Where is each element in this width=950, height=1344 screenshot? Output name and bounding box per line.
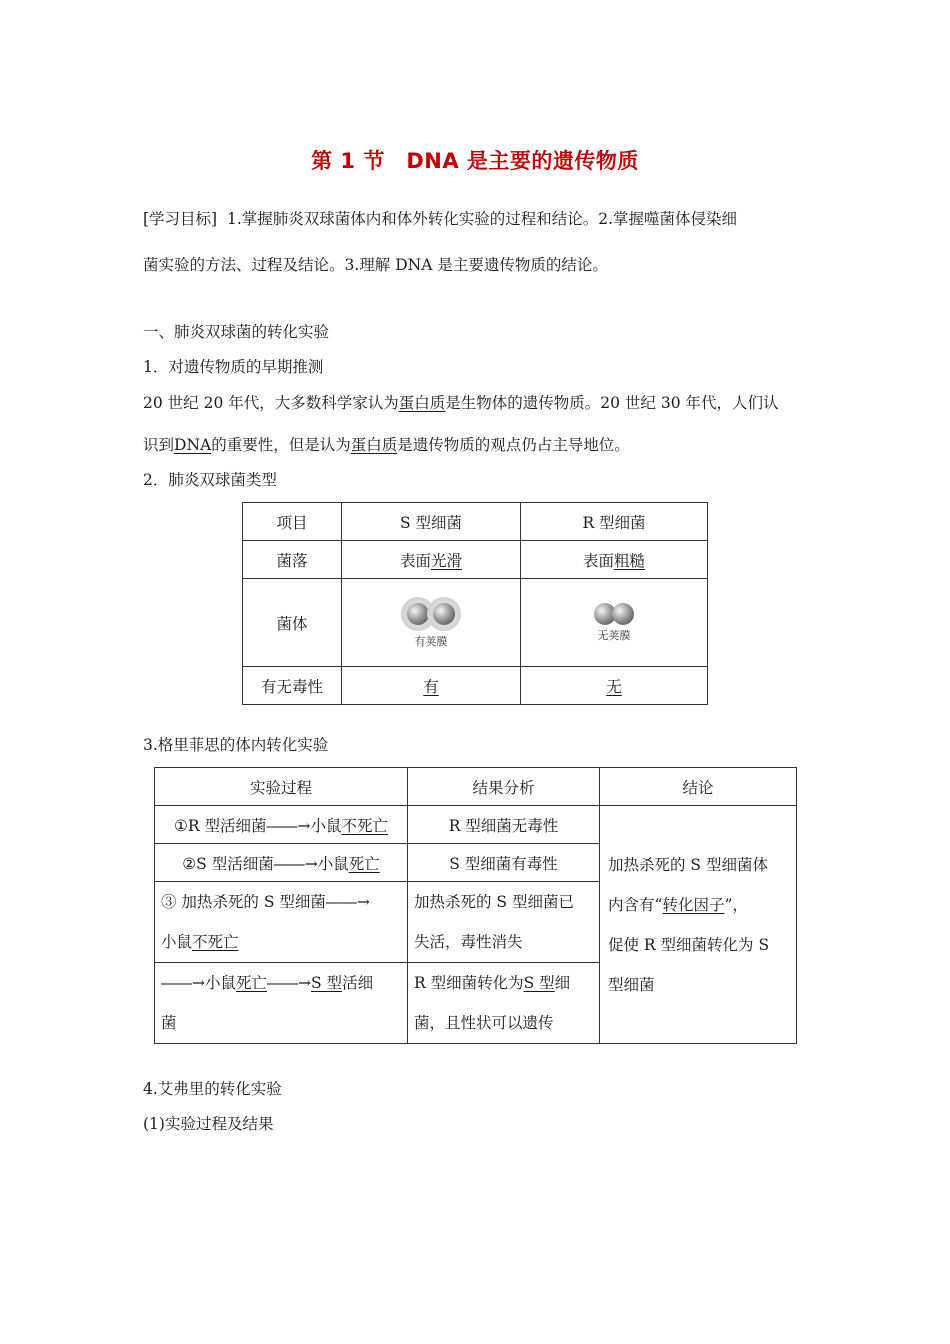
- conclusion-cell: [600, 806, 797, 1044]
- blank-answer: 不死亡: [192, 933, 239, 951]
- text-run: ――→小鼠: [161, 974, 236, 992]
- s-colony-cell: [342, 541, 521, 579]
- header-r-type: R 型细菌: [521, 503, 708, 541]
- text-run: R 型细菌转化为: [414, 974, 524, 992]
- text-run: 内含有“: [608, 895, 663, 914]
- row-body-label: 菌体: [243, 579, 342, 667]
- objectives-text-1: 1.掌握肺炎双球菌体内和体外转化实验的过程和结论。2.掌握噬菌体侵染细: [226, 210, 738, 228]
- blank-answer: 无: [606, 677, 622, 696]
- row-colony-label: 菌落: [243, 541, 342, 579]
- item1-paragraph-line-1: [143, 393, 778, 413]
- header-s-type: S 型细菌: [342, 503, 521, 541]
- conclusion-line-2: [608, 885, 790, 925]
- text-run: ②S 型活细菌――→小鼠: [182, 854, 349, 873]
- conclusion-line-3: 促使 R 型细菌转化为 S: [608, 935, 770, 954]
- griffith-experiment-table: [154, 767, 797, 1044]
- item1-heading: 1．对遗传物质的早期推测: [143, 358, 324, 376]
- text-run: 的重要性，但是认为: [211, 436, 351, 454]
- result-3-line-1: 加热杀死的 S 型细菌已: [414, 893, 574, 911]
- objectives-tag: [学习目标]: [143, 210, 218, 228]
- process-1: [155, 806, 408, 844]
- r-colony-cell: [521, 541, 708, 579]
- item3-heading: 3.格里菲思的体内转化实验: [143, 736, 329, 754]
- text-run: 20 世纪 20 年代，大多数科学家认为: [143, 394, 399, 412]
- text-run: 细: [554, 974, 571, 992]
- header-conclusion: 结论: [600, 768, 797, 806]
- row-toxicity-label: 有无毒性: [243, 667, 342, 705]
- item2-heading: 2．肺炎双球菌类型: [143, 471, 277, 489]
- objectives-line-1: [143, 209, 737, 229]
- conclusion-line-4: 型细菌: [608, 975, 655, 994]
- s-body-cell: [342, 579, 521, 667]
- r-toxicity-cell: [521, 667, 708, 705]
- header-result: 结果分析: [408, 768, 600, 806]
- process-4: [155, 963, 408, 1044]
- blank-answer: 蛋白质: [350, 436, 398, 454]
- text-run: 活细: [342, 974, 374, 992]
- text-run: ”，: [724, 895, 748, 914]
- process-4-line-1: [161, 963, 401, 1003]
- result-3: [408, 882, 600, 963]
- result-4: [408, 963, 600, 1044]
- text-run: ――→: [267, 974, 312, 992]
- item4-heading: 4.艾弗里的转化实验: [143, 1080, 282, 1098]
- blank-answer: DNA: [174, 436, 212, 454]
- r-body-cell: [521, 579, 708, 667]
- result-4-line-2: 菌，且性状可以遗传: [414, 1014, 554, 1032]
- result-2: S 型细菌有毒性: [408, 844, 600, 882]
- text-run: 识到: [143, 436, 175, 454]
- item1-paragraph-line-2: [143, 435, 630, 455]
- image-caption: 无荚膜: [597, 628, 631, 642]
- blank-answer: S 型: [523, 974, 555, 992]
- section-heading: 一、肺炎双球菌的转化实验: [143, 323, 330, 341]
- blank-answer: 有: [423, 677, 439, 696]
- blank-answer: 死亡: [236, 974, 268, 992]
- capsule-icon: [427, 597, 461, 631]
- process-2: [155, 844, 408, 882]
- blank-answer: S 型: [311, 974, 343, 992]
- s-toxicity-cell: [342, 667, 521, 705]
- header-process: 实验过程: [155, 768, 408, 806]
- process-3-line-1: ③ 加热杀死的 S 型细菌――→: [161, 893, 370, 911]
- image-caption: 有荚膜: [414, 634, 448, 648]
- text-run: 表面: [582, 551, 614, 570]
- process-3-line-2: [161, 922, 401, 962]
- text-run: 是生物体的遗传物质。20 世纪 30 年代，人们认: [445, 394, 779, 412]
- process-3: [155, 882, 408, 963]
- blank-answer: 光滑: [431, 551, 463, 570]
- blank-answer: 粗糙: [614, 551, 646, 570]
- blank-answer: 转化因子: [662, 895, 725, 914]
- text-run: ①R 型活细菌――→小鼠: [174, 816, 342, 835]
- bacterium-icon: [612, 603, 634, 625]
- result-1: R 型细菌无毒性: [408, 806, 600, 844]
- header-item: 项目: [243, 503, 342, 541]
- page-title: 第 1 节 DNA 是主要的遗传物质: [311, 149, 639, 173]
- blank-answer: 死亡: [348, 854, 380, 873]
- blank-answer: 蛋白质: [398, 394, 446, 412]
- result-4-line-1: [414, 963, 593, 1003]
- non-capsulated-bacteria-image: [527, 603, 701, 643]
- blank-answer: 不死亡: [341, 816, 388, 835]
- bacteria-type-table: [242, 502, 708, 705]
- objectives-line-2: 菌实验的方法、过程及结论。3.理解 DNA 是主要遗传物质的结论。: [143, 256, 608, 274]
- conclusion-line-1: 加热杀死的 S 型细菌体: [608, 855, 768, 874]
- text-run: 小鼠: [161, 933, 193, 951]
- item4-subheading: (1)实验过程及结果: [143, 1115, 274, 1133]
- result-3-line-2: 失活，毒性消失: [414, 933, 523, 951]
- text-run: 表面: [399, 551, 431, 570]
- process-4-line-2: 菌: [161, 1014, 177, 1032]
- text-run: 是遗传物质的观点仍占主导地位。: [397, 436, 630, 454]
- capsulated-bacteria-image: [348, 597, 514, 649]
